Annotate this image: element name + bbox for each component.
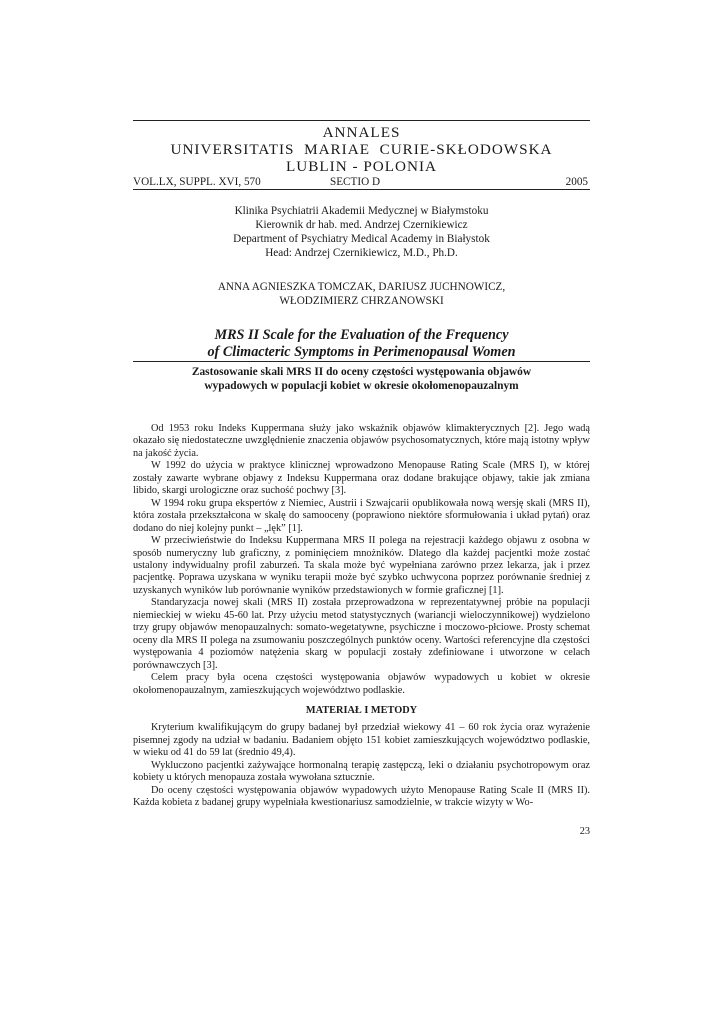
article-title-en	[133, 327, 590, 361]
title-rule	[133, 361, 590, 362]
paragraph: Kryterium kwalifikującym do grupy badanej był przedział wiekowy 41 – 60 rok życia oraz wyrażenie pisemnej zgody na udział w badaniu. Badaniem objęto 151 kobiet zamieszkujących województwo podlaskie, w wieku od 41 do 59 lat (średnio 49,4).	[133, 722, 590, 759]
affiliation-line: Head: Andrzej Czernikiewicz, M.D., Ph.D.	[265, 247, 458, 259]
page	[133, 120, 590, 837]
volume-line	[133, 175, 590, 189]
affiliation-line: Klinika Psychiatrii Akademii Medycznej w Białymstoku	[234, 205, 489, 217]
paragraph: Od 1953 roku Indeks Kuppermana służy jako wskaźnik objawów klimakterycznych [2]. Jego wadą okazało się niedostateczne uwzględnienie znaczenia objawów psychosomatycznych, które mają istotny wpływ na jakość życia.	[133, 423, 590, 459]
journal-line-2: UNIVERSITATIS MARIAE CURIE-SKŁODOWSKA	[170, 141, 553, 158]
article-body	[133, 423, 590, 810]
paragraph: W przeciwieństwie do Indeksu Kuppermana MRS II polega na rejestracji każdego objawu z osobna w sposób numeryczny lub graficzny, z pominięciem mnożników. Dlatego dla każdej pacjentki może zostać ustalony indywidualny profil zaburzeń. Ta skala może być wypełniana zarówno przez lekarza, jak i przez pacjentkę. Poprawa uzyskana w wyniku terapii może być szybko uchwycona poprzez porównanie średniej z uzyskanych wyników lub porównanie wyników przedstawionych w formie graficznej [1].	[133, 535, 590, 596]
year: 2005	[565, 176, 588, 188]
title-pl-line: wypadowych w populacji kobiet w okresie okołomenopauzalnym	[204, 380, 519, 392]
title-en-line: of Climacteric Symptoms in Perimenopausal Women	[207, 344, 516, 360]
title-pl-line: Zastosowanie skali MRS II do oceny częstości występowania objawów	[191, 366, 532, 378]
authors-line: WŁODZIMIERZ CHRZANOWSKI	[279, 295, 444, 307]
journal-header	[133, 124, 590, 175]
affiliation-line: Kierownik dr hab. med. Andrzej Czernikiewicz	[255, 219, 468, 231]
authors	[133, 280, 590, 308]
top-rule	[133, 120, 590, 121]
journal-line-1: ANNALES	[322, 124, 401, 141]
title-en-line: MRS II Scale for the Evaluation of the Frequency	[214, 327, 509, 343]
volume: VOL.LX, SUPPL. XVI, 570	[133, 176, 261, 188]
affiliation-line: Department of Psychiatry Medical Academy in Białystok	[233, 233, 490, 245]
paragraph: W 1992 do użycia w praktyce klinicznej wprowadzono Menopause Rating Scale (MRS I), w której zostały zawarte wybrane objawy z Indeksu Kuppermana oraz dodane brakujące objawy, takie jak zmiana libido, skargi urologiczne oraz suchość pochwy [3].	[133, 460, 590, 497]
paragraph: Celem pracy była ocena częstości występowania objawów wypadowych u kobiet w okresie okołomenopauzalnym, zamieszkujących województwo podlaskie.	[133, 672, 590, 696]
header-rule	[133, 189, 590, 190]
paragraph: Wykluczono pacjentki zażywające hormonalną terapię zastępczą, leki o działaniu psychotropowym oraz kobiety u których menopauza została wywołana sztucznie.	[133, 759, 590, 784]
paragraph: Do oceny częstości występowania objawów wypadowych użyto Menopause Rating Scale II (MRS II). Każda kobieta z badanej grupy wypełniała kwestionariusz samodzielnie, w trakcie wizyty w Wo-	[133, 784, 590, 809]
affiliation	[133, 204, 590, 260]
paragraph: Standaryzacja nowej skali (MRS II) została przeprowadzona w reprezentatywnej próbie na populacji niemieckiej w wieku 45-60 lat. Przy użyciu metod statystycznych (wariancji wieloczynnikowej) wydzielono trzy grupy objawów menopauzalnych: somato-wegetatywne, psychiczne i moczowo-płciowe. Prosty schemat oceny dla MRS II polega na zsumowaniu poszczególnych punktów oceny. Wartości referencyjne dla częstości występowania 4 poziomów natężenia skarg w populacji zostały zdefiniowane i utworzone w celach porównawczych [3].	[133, 597, 590, 671]
section: SECTIO D	[330, 176, 381, 188]
authors-line: ANNA AGNIESZKA TOMCZAK, DARIUSZ JUCHNOWICZ,	[217, 281, 506, 293]
section-heading: MATERIAŁ I METODY	[305, 704, 418, 716]
journal-line-3: LUBLIN - POLONIA	[286, 158, 437, 175]
article-title-pl	[133, 365, 590, 393]
paragraph: W 1994 roku grupa ekspertów z Niemiec, Austrii i Szwajcarii opublikowała nową wersję skali (MRS II), która została przekształcona w skalę do samooceny (poprawiono niektóre sformułowania i układ pytań) oraz dodano do niej kolejny punkt – „lęk” [1].	[133, 497, 590, 534]
page-number: 23	[579, 826, 590, 837]
